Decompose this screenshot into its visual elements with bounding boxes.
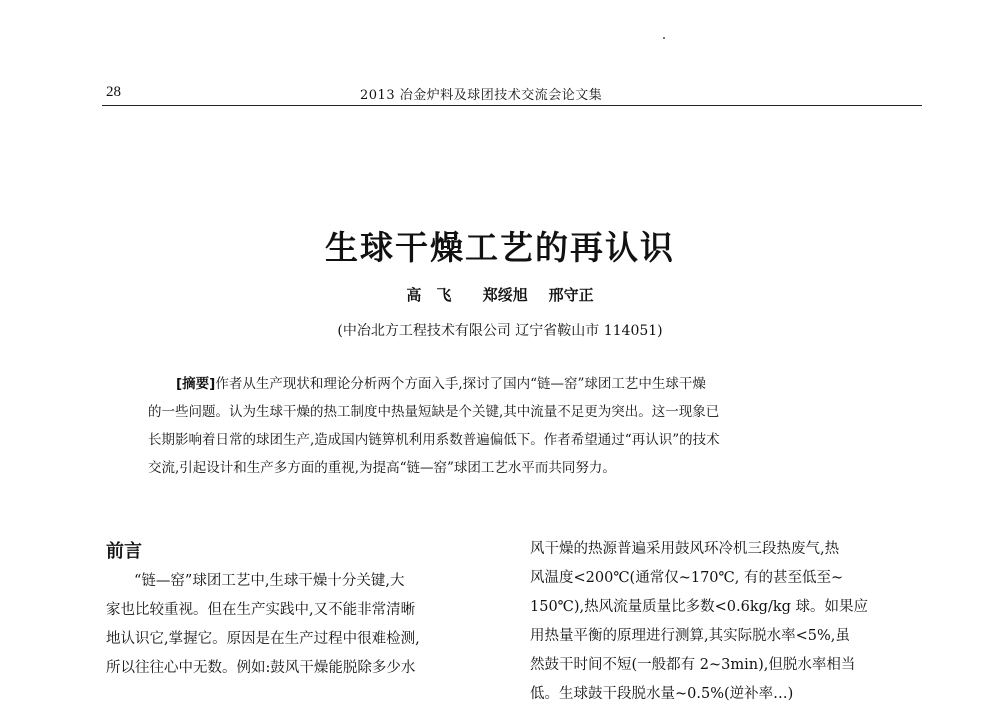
author-list — [0, 284, 1000, 305]
header-rule — [102, 105, 922, 106]
abstract-line: 长期影响着日常的球团生产,造成国内链箅机利用系数普遍偏低下。作者希望通过“再认识”的技术 — [148, 432, 720, 448]
right-column — [530, 535, 922, 709]
page-number: 28 — [106, 84, 121, 100]
abstract-line: 交流,引起设计和生产多方面的重视,为提高“链—窑”球团工艺水平而共同努力。 — [148, 460, 616, 476]
body-line: 150℃),热风流量质量比多数<0.6kg/kg 球。如果应 — [530, 599, 869, 615]
body-line: “链—窑”球团工艺中,生球干燥十分关键,大 — [134, 573, 405, 589]
abstract-text: 作者从生产现状和理论分析两个方面入手,探讨了国内“链—窑”球团工艺中生球干燥 — [215, 376, 706, 392]
body-line: 风温度<200℃(通常仅~170℃, 有的甚至低至~ — [530, 570, 844, 586]
body-line: 家也比较重视。但在生产实践中,又不能非常清晰 — [106, 602, 416, 618]
abstract-label: [摘要] — [176, 376, 216, 392]
body-line: 风干燥的热源普遍采用鼓风环冷机三段热废气,热 — [530, 541, 840, 557]
body-line: 用热量平衡的原理进行测算,其实际脱水率<5%,虽 — [530, 628, 850, 644]
section-heading: 前言 — [106, 541, 142, 562]
author-name: 郑绥旭 — [482, 286, 528, 304]
body-line: 所以往往心中无数。例如:鼓风干燥能脱除多少水 — [106, 660, 416, 676]
body-line: 地认识它,掌握它。原因是在生产过程中很难检测, — [106, 631, 420, 647]
running-title: 2013 冶金炉料及球团技术交流会论文集 — [360, 88, 603, 103]
author-name: 高 飞 — [406, 286, 452, 304]
abstract-line: 的一些问题。认为生球干燥的热工制度中热量短缺是个关键,其中流量不足更为突出。这一现象已 — [148, 404, 720, 420]
scan-speck — [663, 37, 665, 39]
article-title: 生球干燥工艺的再认识 — [325, 228, 675, 267]
affiliation: (中冶北方工程技术有限公司 辽宁省鞍山市 114051) — [337, 323, 663, 339]
body-line: 然鼓干时间不短(一般都有 2~3min),但脱水率相当 — [530, 657, 856, 673]
body-line: 低。生球鼓干段脱水量~0.5%(逆补率…) — [530, 686, 794, 702]
author-name: 邢守正 — [548, 286, 594, 304]
left-column — [106, 567, 498, 683]
abstract — [148, 370, 894, 482]
abstract-line — [148, 370, 894, 398]
